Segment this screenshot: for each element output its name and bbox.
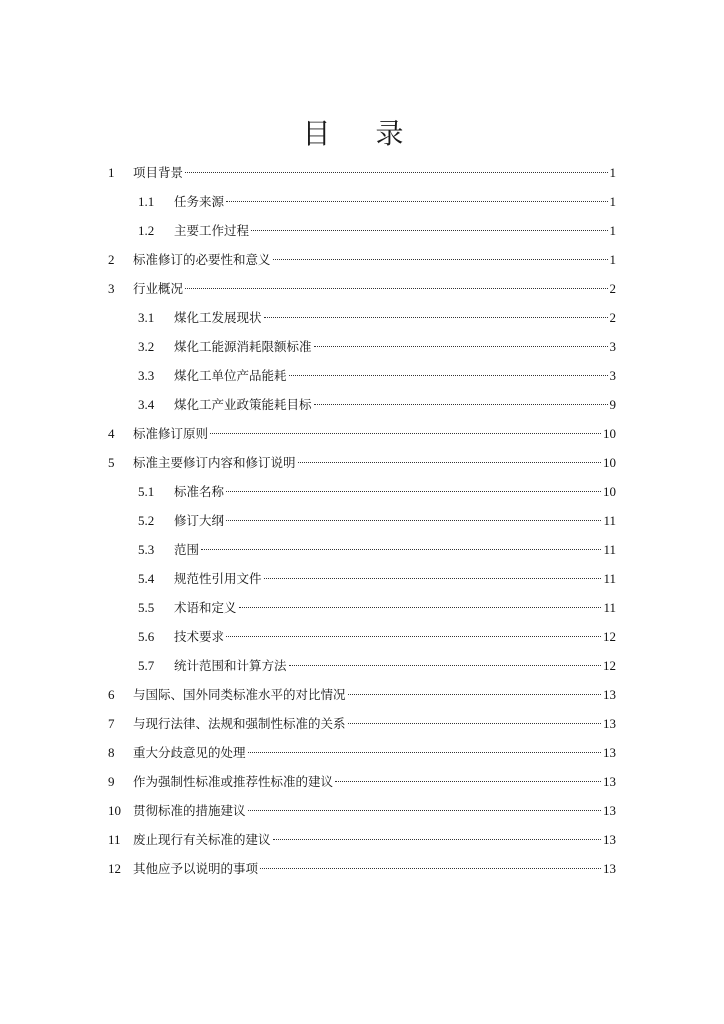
- toc-entry-text: 与国际、国外同类标准水平的对比情况: [133, 687, 346, 702]
- toc-entry-page: 9: [609, 397, 616, 412]
- toc-entry-page: 12: [603, 658, 616, 673]
- toc-entry-page: 12: [603, 629, 616, 644]
- toc-entry-page: 13: [603, 774, 616, 789]
- toc-entry[interactable]: [108, 510, 616, 532]
- toc-entry-page: 3: [609, 368, 616, 383]
- toc-entry[interactable]: [108, 162, 616, 184]
- toc-leader-dots: [185, 288, 607, 289]
- toc-leader-dots: [289, 375, 608, 376]
- toc-entry-page: 1: [609, 252, 616, 267]
- toc-entry[interactable]: [108, 191, 616, 213]
- toc-entry-text: 标准修订的必要性和意义: [133, 252, 271, 267]
- toc-entry-text: 项目背景: [133, 165, 184, 180]
- toc-entry-text: 任务来源: [174, 194, 225, 209]
- toc-leader-dots: [226, 636, 601, 637]
- toc-entry-page: 13: [603, 803, 616, 818]
- toc-entry-text: 行业概况: [133, 281, 184, 296]
- toc-entry-number: 5.6: [138, 629, 155, 644]
- toc-entry-page: 2: [609, 281, 616, 296]
- toc-entry-number: 5.2: [138, 513, 155, 528]
- toc-entry-number: 3.1: [138, 310, 155, 325]
- toc-entry-number: 8: [108, 745, 115, 760]
- toc-entry[interactable]: [108, 829, 616, 851]
- toc-leader-dots: [226, 520, 601, 521]
- toc-leader-dots: [226, 491, 601, 492]
- toc-entry-number: 5.3: [138, 542, 155, 557]
- toc-entry[interactable]: [108, 713, 616, 735]
- toc-leader-dots: [226, 201, 607, 202]
- toc-entry-page: 11: [603, 542, 616, 557]
- toc-leader-dots: [251, 230, 607, 231]
- toc-entry[interactable]: [108, 307, 616, 329]
- toc-entry-number: 5.7: [138, 658, 155, 673]
- toc-entry-page: 10: [603, 455, 616, 470]
- toc-entry[interactable]: [108, 452, 616, 474]
- toc-entry-text: 与现行法律、法规和强制性标准的关系: [133, 716, 346, 731]
- toc-entry-text: 煤化工单位产品能耗: [174, 368, 287, 383]
- toc-leader-dots: [289, 665, 601, 666]
- toc-entry-number: 4: [108, 426, 115, 441]
- toc-leader-dots: [210, 433, 601, 434]
- toc-entry[interactable]: [108, 771, 616, 793]
- toc-leader-dots: [348, 723, 601, 724]
- toc-entry-text: 术语和定义: [174, 600, 237, 615]
- toc-entry[interactable]: [108, 278, 616, 300]
- toc-entry-page: 1: [609, 194, 616, 209]
- toc-entry[interactable]: [108, 336, 616, 358]
- toc-entry-number: 1.1: [138, 194, 155, 209]
- toc-entry[interactable]: [108, 684, 616, 706]
- toc-entry-text: 标准修订原则: [133, 426, 209, 441]
- toc-entry[interactable]: [108, 365, 616, 387]
- toc-entry-page: 13: [603, 861, 616, 876]
- toc-entry-text: 煤化工能源消耗限额标准: [174, 339, 312, 354]
- toc-entry-number: 5.4: [138, 571, 155, 586]
- toc-entry-page: 10: [603, 484, 616, 499]
- toc-entry[interactable]: [108, 539, 616, 561]
- toc-entry-number: 3.3: [138, 368, 155, 383]
- toc-entry-text: 统计范围和计算方法: [174, 658, 287, 673]
- toc-leader-dots: [273, 259, 608, 260]
- toc-entry-text: 修订大纲: [174, 513, 225, 528]
- toc-entry-number: 3: [108, 281, 115, 296]
- toc-entry-text: 重大分歧意见的处理: [133, 745, 246, 760]
- toc-entry-text: 主要工作过程: [174, 223, 250, 238]
- toc-entry[interactable]: [108, 742, 616, 764]
- toc-leader-dots: [314, 404, 608, 405]
- toc-entry-page: 11: [603, 571, 616, 586]
- toc-entry-number: 5.5: [138, 600, 155, 615]
- toc-leader-dots: [239, 607, 602, 608]
- toc-entry-number: 11: [108, 832, 121, 847]
- toc-entry[interactable]: [108, 858, 616, 880]
- toc-entry-page: 2: [609, 310, 616, 325]
- toc-entry-page: 13: [603, 716, 616, 731]
- toc-entry-page: 1: [609, 165, 616, 180]
- toc-entry-text: 作为强制性标准或推荐性标准的建议: [133, 774, 334, 789]
- toc-entry-page: 13: [603, 832, 616, 847]
- toc-entry[interactable]: [108, 220, 616, 242]
- toc-entry-page: 3: [609, 339, 616, 354]
- toc-entry-text: 煤化工发展现状: [174, 310, 262, 325]
- toc-entry-page: 11: [603, 513, 616, 528]
- toc-entry-text: 范围: [174, 542, 200, 557]
- toc-entry-text: 贯彻标准的措施建议: [133, 803, 246, 818]
- toc-leader-dots: [248, 752, 601, 753]
- toc-entry-page: 13: [603, 745, 616, 760]
- toc-entry-number: 10: [108, 803, 121, 818]
- toc-entry[interactable]: [108, 423, 616, 445]
- toc-entry-text: 规范性引用文件: [174, 571, 262, 586]
- toc-leader-dots: [185, 172, 607, 173]
- toc-entry[interactable]: [108, 481, 616, 503]
- toc-entry-number: 3.4: [138, 397, 155, 412]
- toc-entry-text: 废止现行有关标准的建议: [133, 832, 271, 847]
- toc-leader-dots: [260, 868, 601, 869]
- toc-entry-number: 6: [108, 687, 115, 702]
- toc-entry[interactable]: [108, 597, 616, 619]
- toc-entry-text: 标准名称: [174, 484, 225, 499]
- toc-leader-dots: [248, 810, 601, 811]
- toc-leader-dots: [335, 781, 601, 782]
- toc-entry[interactable]: [108, 249, 616, 271]
- toc-leader-dots: [201, 549, 601, 550]
- toc-entry-number: 9: [108, 774, 115, 789]
- toc-entry-text: 标准主要修订内容和修订说明: [133, 455, 296, 470]
- toc-entry[interactable]: [108, 655, 616, 677]
- toc-entry-page: 1: [609, 223, 616, 238]
- toc-entry[interactable]: [108, 800, 616, 822]
- toc-leader-dots: [264, 578, 602, 579]
- toc-entry-page: 11: [603, 600, 616, 615]
- toc-entry-number: 7: [108, 716, 115, 731]
- toc-title: 目 录: [302, 117, 422, 150]
- toc-entry-number: 5: [108, 455, 115, 470]
- toc-entry-number: 1.2: [138, 223, 155, 238]
- toc-entry-page: 13: [603, 687, 616, 702]
- toc-entry[interactable]: [108, 568, 616, 590]
- toc-entry-number: 12: [108, 861, 121, 876]
- toc-entry[interactable]: [108, 626, 616, 648]
- toc-entry-page: 10: [603, 426, 616, 441]
- toc-entry-text: 技术要求: [174, 629, 225, 644]
- toc-leader-dots: [273, 839, 601, 840]
- toc-leader-dots: [264, 317, 608, 318]
- toc-entry-number: 3.2: [138, 339, 155, 354]
- toc-entry-number: 1: [108, 165, 115, 180]
- toc-entry-number: 5.1: [138, 484, 155, 499]
- toc-leader-dots: [298, 462, 601, 463]
- toc-entry-number: 2: [108, 252, 115, 267]
- toc-entry-text: 其他应予以说明的事项: [133, 861, 259, 876]
- toc-entry[interactable]: [108, 394, 616, 416]
- toc-leader-dots: [348, 694, 601, 695]
- toc-entry-text: 煤化工产业政策能耗目标: [174, 397, 312, 412]
- toc-leader-dots: [314, 346, 608, 347]
